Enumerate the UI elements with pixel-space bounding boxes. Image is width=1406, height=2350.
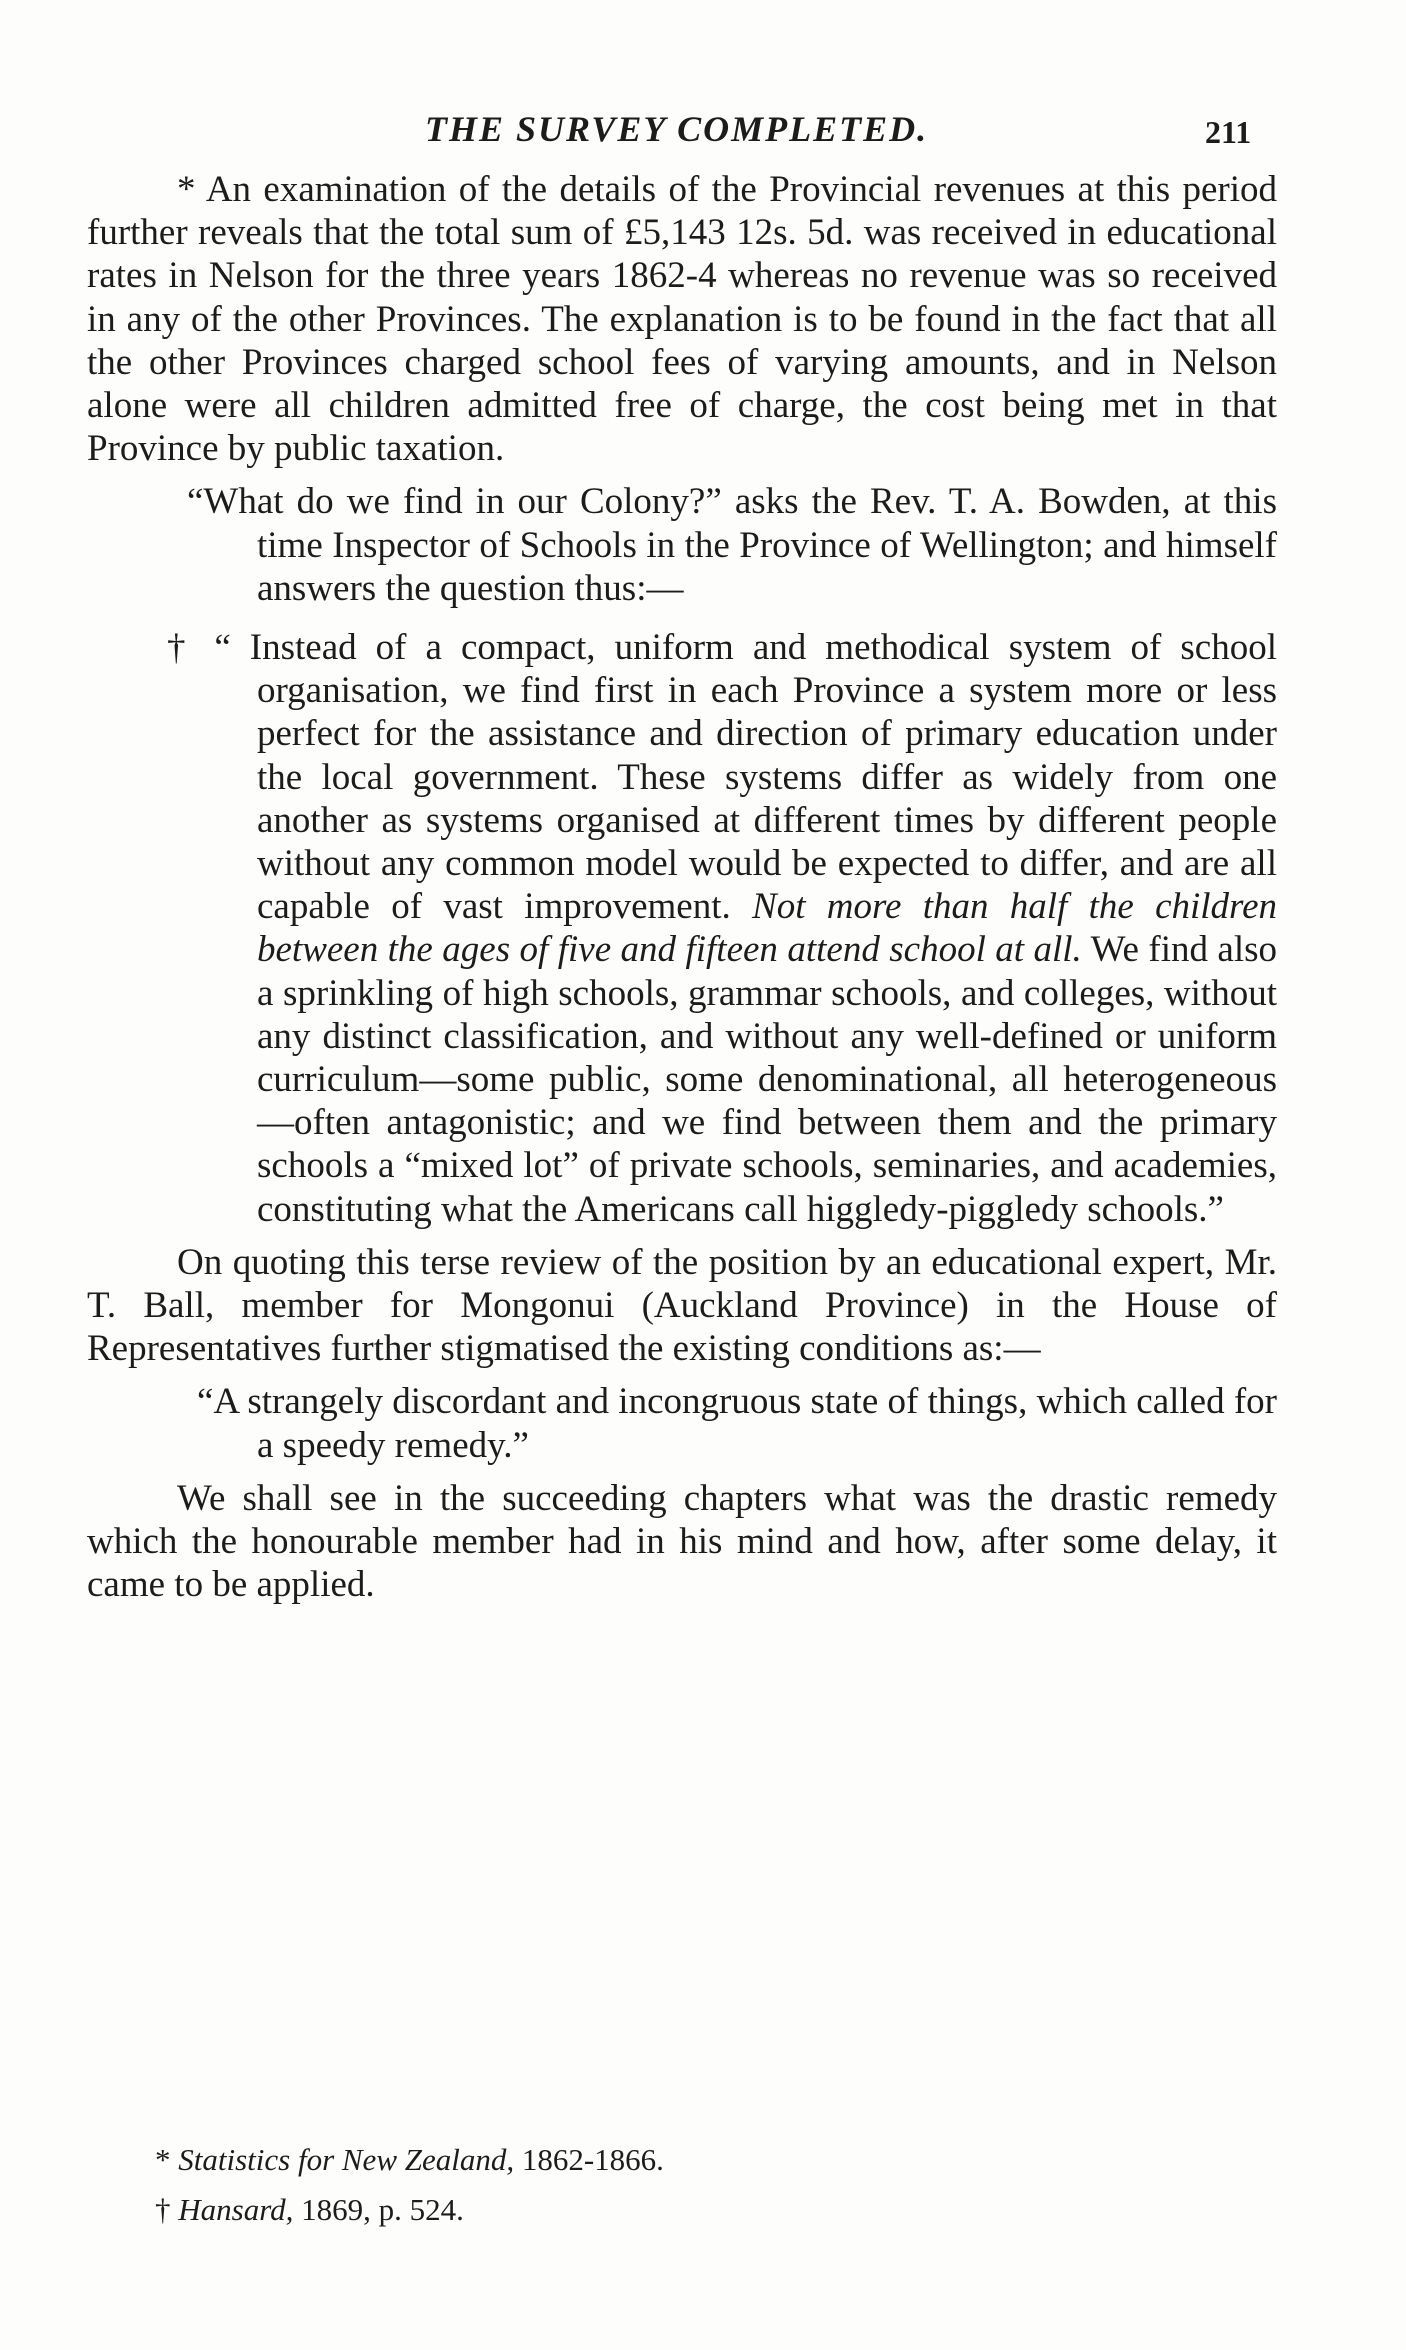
- paragraph-provincial-revenues: * An examination of the details of the Provincial revenues at this period further reveals that the total sum of £5,143 12s. 5d. was received in educational rates in Nelson for the three years 1862-4 whereas no revenue was so received in any of the other Provinces. The explanation is to be found in the fact that all the other Provinces charged school fees of varying amounts, and in Nelson alone were all children admitted free of charge, the cost being met in that Province by public taxation.: [87, 169, 1277, 470]
- footnote-statistics: [155, 2135, 1155, 2185]
- footnote-title: Hansard,: [178, 2192, 294, 2227]
- footnote-detail: 1869, p. 524.: [293, 2192, 464, 2227]
- page-body: [87, 168, 1277, 1607]
- footnote-marker: †: [155, 2192, 179, 2227]
- quotation-part-1: † “ Instead of a compact, uniform and methodical system of school organisation, we find first in each Province a system more or less perfect for the assistance and direction of primary education under the local government. These systems differ as widely from one another as systems organised at different times by different people without any common model would be expected to differ, and are all capable of vast improvement.: [167, 627, 1277, 928]
- paragraph-drastic-remedy: We shall see in the succeeding chapters what was the drastic remedy which the honourable member had in his mind and how, after some delay, it came to be applied.: [87, 1477, 1277, 1606]
- page-number: 211: [1205, 114, 1252, 150]
- quotation-bowden: [87, 626, 1277, 1231]
- quotation-emphasis: Not more than half the children between the ages of five and fifteen attend school at all.: [257, 886, 1277, 971]
- page-header: [0, 108, 1406, 158]
- quotation-part-2: We find also a sprinkling of high schools, grammar schools, and colleges, without any distinct classification, and without any well-defined or uniform curriculum—some public, some denominational, all heterogeneous—often antagonistic; and we find between them and the primary schools a “mixed lot” of private schools, seminaries, and academies, constituting what the Americans call higgledy-piggledy schools.”: [257, 929, 1277, 1230]
- quotation-ball: “A strangely discordant and incongruous state of things, which called for a speedy remedy.”: [197, 1381, 1277, 1466]
- paragraph-ball-review: On quoting this terse review of the position by an educational expert, Mr. T. Ball, member for Mongonui (Auckland Province) in the House of Representatives further stigmatised the existing conditions as:—: [87, 1241, 1277, 1370]
- footnotes: [155, 2135, 1155, 2235]
- footnote-hansard: [155, 2185, 1155, 2235]
- paragraph-bowden-question: “What do we find in our Colony?” asks the Rev. T. A. Bowden, at this time Inspector of Schools in the Province of Wellington; and himself answers the question thus:—: [187, 481, 1277, 609]
- running-head: THE SURVEY COMPLETED.: [425, 109, 929, 149]
- footnote-marker: *: [155, 2142, 179, 2177]
- footnote-detail: 1862-1866.: [514, 2142, 664, 2177]
- footnote-title: Statistics for New Zealand,: [178, 2142, 515, 2177]
